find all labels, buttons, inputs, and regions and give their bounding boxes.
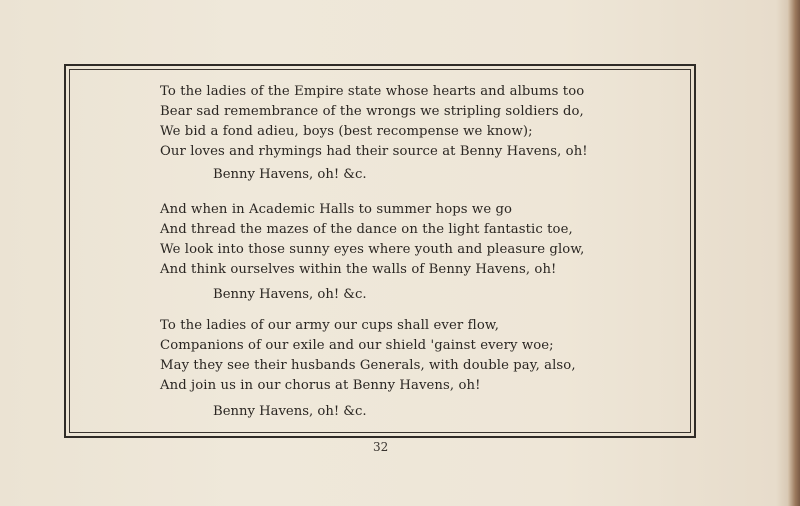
refrain: Benny Havens, oh! &c. [213, 167, 367, 182]
refrain: Benny Havens, oh! &c. [213, 404, 367, 419]
verse-line: And when in Academic Halls to summer hops we go [160, 202, 513, 217]
refrain: Benny Havens, oh! &c. [213, 287, 367, 302]
verse-line: To the ladies of the Empire state whose hearts and albums too [160, 84, 585, 99]
stanza-2 [160, 200, 584, 280]
verse-line: And join us in our chorus at Benny Havens, oh! [160, 378, 481, 393]
verse-line: Companions of our exile and our shield 'gainst every woe; [160, 338, 554, 353]
verse-line: Our loves and rhymings had their source at Benny Havens, oh! [160, 144, 588, 159]
stanza-3 [160, 316, 576, 396]
page-number: 32 [373, 440, 389, 454]
verse-line: To the ladies of our army our cups shall ever flow, [160, 318, 500, 333]
verse-line: And thread the mazes of the dance on the light fantastic toe, [160, 222, 573, 237]
verse-line: And think ourselves within the walls of Benny Havens, oh! [160, 262, 557, 277]
page-edge [788, 0, 800, 506]
stanza-1 [160, 82, 588, 162]
verse-line: Bear sad remembrance of the wrongs we stripling soldiers do, [160, 104, 584, 119]
verse-line: May they see their husbands Generals, with double pay, also, [160, 358, 576, 373]
verse-line: We bid a fond adieu, boys (best recompense we know); [160, 124, 533, 139]
verse-line: We look into those sunny eyes where youth and pleasure glow, [160, 242, 585, 257]
